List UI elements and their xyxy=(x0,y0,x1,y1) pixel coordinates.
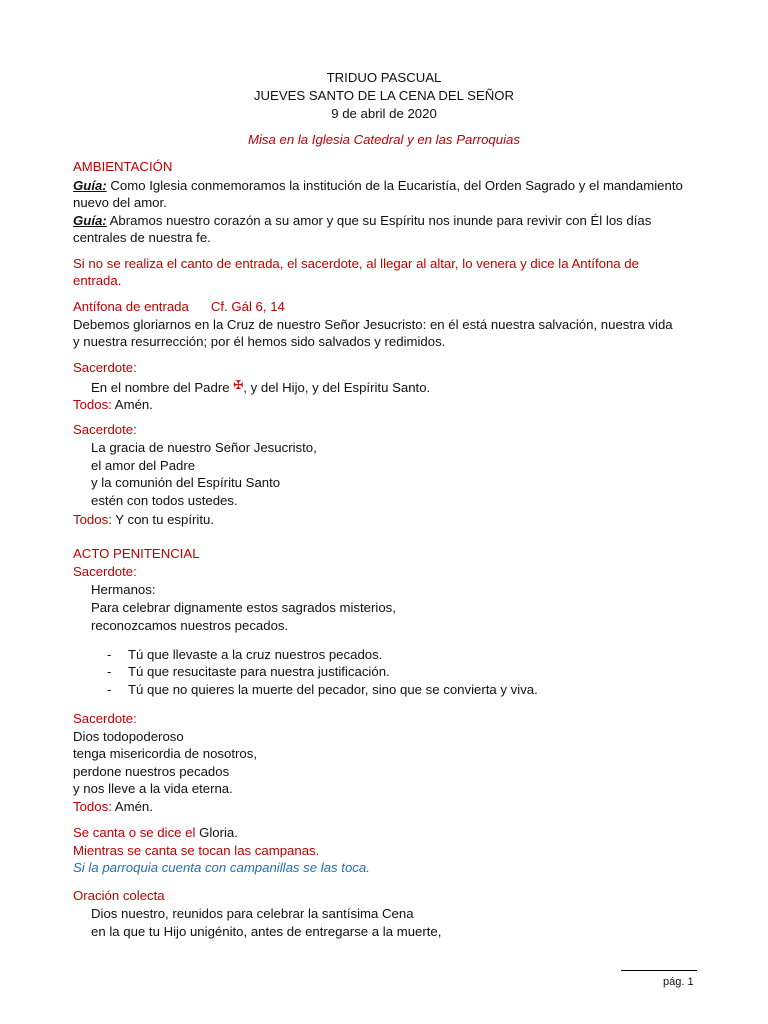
sign-text: En el nombre del Padre xyxy=(91,380,234,395)
guia-label: Guía: xyxy=(73,178,107,193)
absolution-line: y nos lleve a la vida eterna. xyxy=(73,781,233,796)
absolution-line: Dios todopoderoso xyxy=(73,729,184,744)
section-heading-ambientacion: AMBIENTACIÓN xyxy=(73,159,173,174)
greeting-line: el amor del Padre xyxy=(91,458,196,473)
section-heading-antifona: Antífona de entrada Cf. Gál 6, 14 xyxy=(73,299,285,314)
penitencial-line: Hermanos: xyxy=(91,582,156,597)
guia-text: Abramos nuestro corazón a su amor y que su Espíritu nos inunde para revivir con Él los días xyxy=(106,213,652,228)
sign-of-cross-line xyxy=(91,377,430,396)
speaker-sacerdote: Sacerdote: xyxy=(73,564,137,579)
speaker-sacerdote: Sacerdote: xyxy=(73,711,137,726)
list-item-text: Tú que llevaste a la cruz nuestros pecados. xyxy=(128,647,383,662)
greeting-line: La gracia de nuestro Señor Jesucristo, xyxy=(91,440,317,455)
rubric-text: Se canta o se dice el xyxy=(73,825,200,840)
penitencial-line: Para celebrar dignamente estos sagrados misterios, xyxy=(91,600,396,615)
page-number: pág. 1 xyxy=(663,976,694,988)
penitencial-line: reconozcamos nuestros pecados. xyxy=(91,618,289,633)
gloria-label: Gloria. xyxy=(199,825,238,840)
guia-line-2 xyxy=(73,212,651,229)
greeting-line: estén con todos ustedes. xyxy=(91,493,238,508)
response-text: Amén. xyxy=(111,397,153,412)
response-text: Amén. xyxy=(111,799,153,814)
colecta-line: Dios nuestro, reunidos para celebrar la santísima Cena xyxy=(91,906,414,921)
list-item-text: Tú que no quieres la muerte del pecador, sino que se convierta y viva. xyxy=(128,682,538,697)
doc-subtitle: Misa en la Iglesia Catedral y en las Parroquias xyxy=(248,132,520,147)
doc-title-1: TRIDUO PASCUAL xyxy=(326,70,442,85)
section-heading-colecta: Oración colecta xyxy=(73,888,165,903)
greeting-line: y la comunión del Espíritu Santo xyxy=(91,475,281,490)
speaker-todos: Todos: xyxy=(73,512,112,527)
guia-text: Como Iglesia conmemoramos la institución de la Eucaristía, del Orden Sagrado y el mandamiento xyxy=(106,178,683,193)
gloria-note: Si la parroquia cuenta con campanillas se las toca. xyxy=(73,860,370,875)
gloria-rubric-bells: Mientras se canta se tocan las campanas. xyxy=(73,843,320,858)
absolution-line: tenga misericordia de nosotros, xyxy=(73,746,257,761)
document-page: TRIDUO PASCUAL JUEVES SANTO DE LA CENA DEL SEÑOR 9 de abril de 2020 Misa en la Iglesia Catedral y en las Parroquias AMBIENTACIÓN Guía: Como Iglesia conmemoramos la institución de la Eucaristía, del Orden Sagrado y el mandamiento nuevo del amor. Guía: Abramos nuestro corazón a su amor y que su Espíritu nos inunde para revivir con Él los días centrales de nuestra fe. Si no se realiza el canto de entrada, el sacerdote, al llegar al altar, lo venera y dice la Antífona de entrada. Antífona de entrada Cf. Gál 6, 14 Debemos gloriarnos en la Cruz de nuestro Señor Jesucristo: en él está nuestra salvación, nuestra vida y nuestra resurrección; por él hemos sido salvados y redimidos. Sacerdote: En el nombre del Padre ✠, y del Hijo, y del Espíritu Santo. Todos: Amén. Sacerdote: La gracia de nuestro Señor Jesucristo, el amor del Padre y la comunión del Espíritu Santo estén con todos ustedes. Todos: Y con tu espíritu. ACTO PENITENCIAL Sacerdote: Hermanos: Para celebrar dignamente estos sagrados misterios, reconozcamos nuestros pecados. - Tú que llevaste a la cruz nuestros pecados. - Tú que resucitaste para nuestra justificación. - Tú que no quieres la muerte del pecador, sino que se convierta y viva. Sacerdote: Dios todopoderoso tenga misericordia de nosotros, perdone nuestros pecados y nos lleve a la vida eterna. Todos: Amén. Se canta o se dice el Gloria. Mientras se canta se tocan las campanas. Si la parroquia cuenta con campanillas se las toca. Oración colecta Dios nuestro, reunidos para celebrar la santísima Cena en la que tu Hijo unigénito, antes de entregarse a la muerte, pág. 1 xyxy=(0,0,768,1024)
rubric-entrada-1: Si no se realiza el canto de entrada, el sacerdote, al llegar al altar, lo venera y dice la Antífona de xyxy=(73,256,639,271)
speaker-todos: Todos: xyxy=(73,397,112,412)
sign-text: , y del Hijo, y del Espíritu Santo. xyxy=(243,380,431,395)
doc-title-date: 9 de abril de 2020 xyxy=(331,106,437,121)
response-text: Y con tu espíritu. xyxy=(111,512,215,527)
footer-rule xyxy=(621,970,697,971)
cross-icon: ✠ xyxy=(233,378,244,392)
response-todos xyxy=(73,396,153,413)
guia-label: Guía: xyxy=(73,213,107,228)
guia-line-1 xyxy=(73,177,683,194)
guia-line-2-cont: centrales de nuestra fe. xyxy=(73,230,211,245)
rubric-entrada-2: entrada. xyxy=(73,273,122,288)
gloria-rubric xyxy=(73,824,238,841)
guia-line-1-cont: nuevo del amor. xyxy=(73,195,167,210)
speaker-todos: Todos: xyxy=(73,799,112,814)
response-todos xyxy=(73,511,214,528)
antifona-text-2: y nuestra resurrección; por él hemos sido salvados y redimidos. xyxy=(73,334,446,349)
response-todos xyxy=(73,798,153,815)
antifona-text-1: Debemos gloriarnos en la Cruz de nuestro Señor Jesucristo: en él está nuestra salvación, nuestra vida xyxy=(73,317,673,332)
absolution-line: perdone nuestros pecados xyxy=(73,764,230,779)
section-heading-penitencial: ACTO PENITENCIAL xyxy=(73,546,200,561)
doc-title-2: JUEVES SANTO DE LA CENA DEL SEÑOR xyxy=(253,88,515,103)
speaker-sacerdote: Sacerdote: xyxy=(73,422,137,437)
speaker-sacerdote: Sacerdote: xyxy=(73,360,137,375)
list-item-text: Tú que resucitaste para nuestra justificación. xyxy=(128,664,390,679)
colecta-line: en la que tu Hijo unigénito, antes de entregarse a la muerte, xyxy=(91,924,442,939)
